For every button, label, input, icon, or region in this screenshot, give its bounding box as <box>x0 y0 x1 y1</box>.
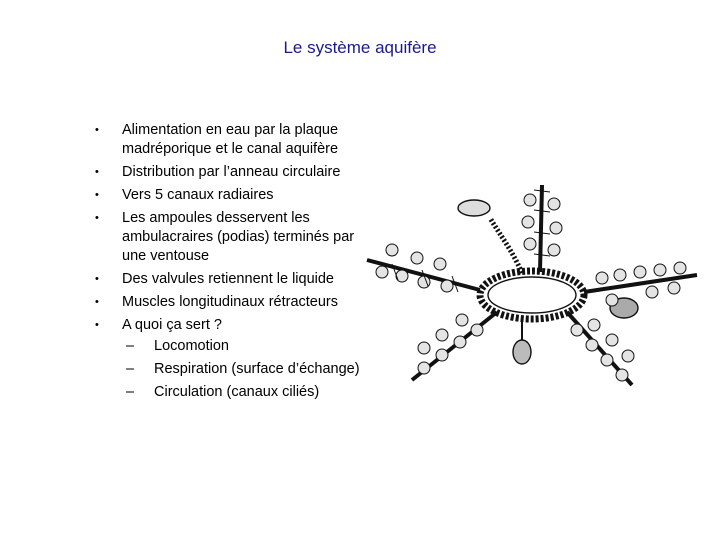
sub-bullet-item <box>122 360 378 379</box>
bullet-text: Des valvules retiennent le liquide <box>122 271 334 287</box>
bullet-dot: • <box>95 166 99 178</box>
bullet-list <box>88 121 378 406</box>
sub-bullet-dash: – <box>126 384 135 400</box>
bullet-text: Alimentation en eau par la plaque madréporique et le canal aquifère <box>122 122 339 157</box>
slide-title: Le système aquifère <box>283 38 437 57</box>
sub-bullet-item <box>122 337 378 356</box>
bullet-dot: • <box>95 189 99 201</box>
sub-bullet-text: Respiration (surface d’échange) <box>154 361 360 377</box>
bullet-text: Muscles longitudinaux rétracteurs <box>122 294 338 310</box>
stone-canal <box>490 218 522 273</box>
bullet-item <box>88 186 378 205</box>
bullet-text: Vers 5 canaux radiaires <box>122 187 274 203</box>
bullet-item <box>88 121 378 159</box>
bullet-dot: • <box>95 124 99 136</box>
bullet-dot: • <box>95 273 99 285</box>
bullet-text: Les ampoules desservent les ambulacraires (podias) terminés par une ventouse <box>122 210 355 264</box>
bullet-text: A quoi ça sert ? <box>122 317 222 333</box>
bullet-item <box>88 293 378 312</box>
bullet-text: Distribution par l’anneau circulaire <box>122 164 341 180</box>
water-vascular-system-illustration <box>362 180 702 395</box>
sub-bullet-dash: – <box>126 338 135 354</box>
polian-vesicle <box>513 340 531 364</box>
radial-canal-top <box>540 185 542 272</box>
sub-bullet-list <box>122 337 378 402</box>
bullet-item <box>88 209 378 266</box>
sub-bullet-text: Locomotion <box>154 338 229 354</box>
bullet-dot: • <box>95 296 99 308</box>
bullet-item <box>88 316 378 402</box>
bullet-dot: • <box>95 319 99 331</box>
sub-bullet-dash: – <box>126 361 135 377</box>
sub-bullet-text: Circulation (canaux ciliés) <box>154 384 320 400</box>
sub-bullet-item <box>122 383 378 402</box>
bullet-item <box>88 163 378 182</box>
madreporite-plate <box>458 200 490 216</box>
bullet-dot: • <box>95 212 99 224</box>
bullet-item <box>88 270 378 289</box>
